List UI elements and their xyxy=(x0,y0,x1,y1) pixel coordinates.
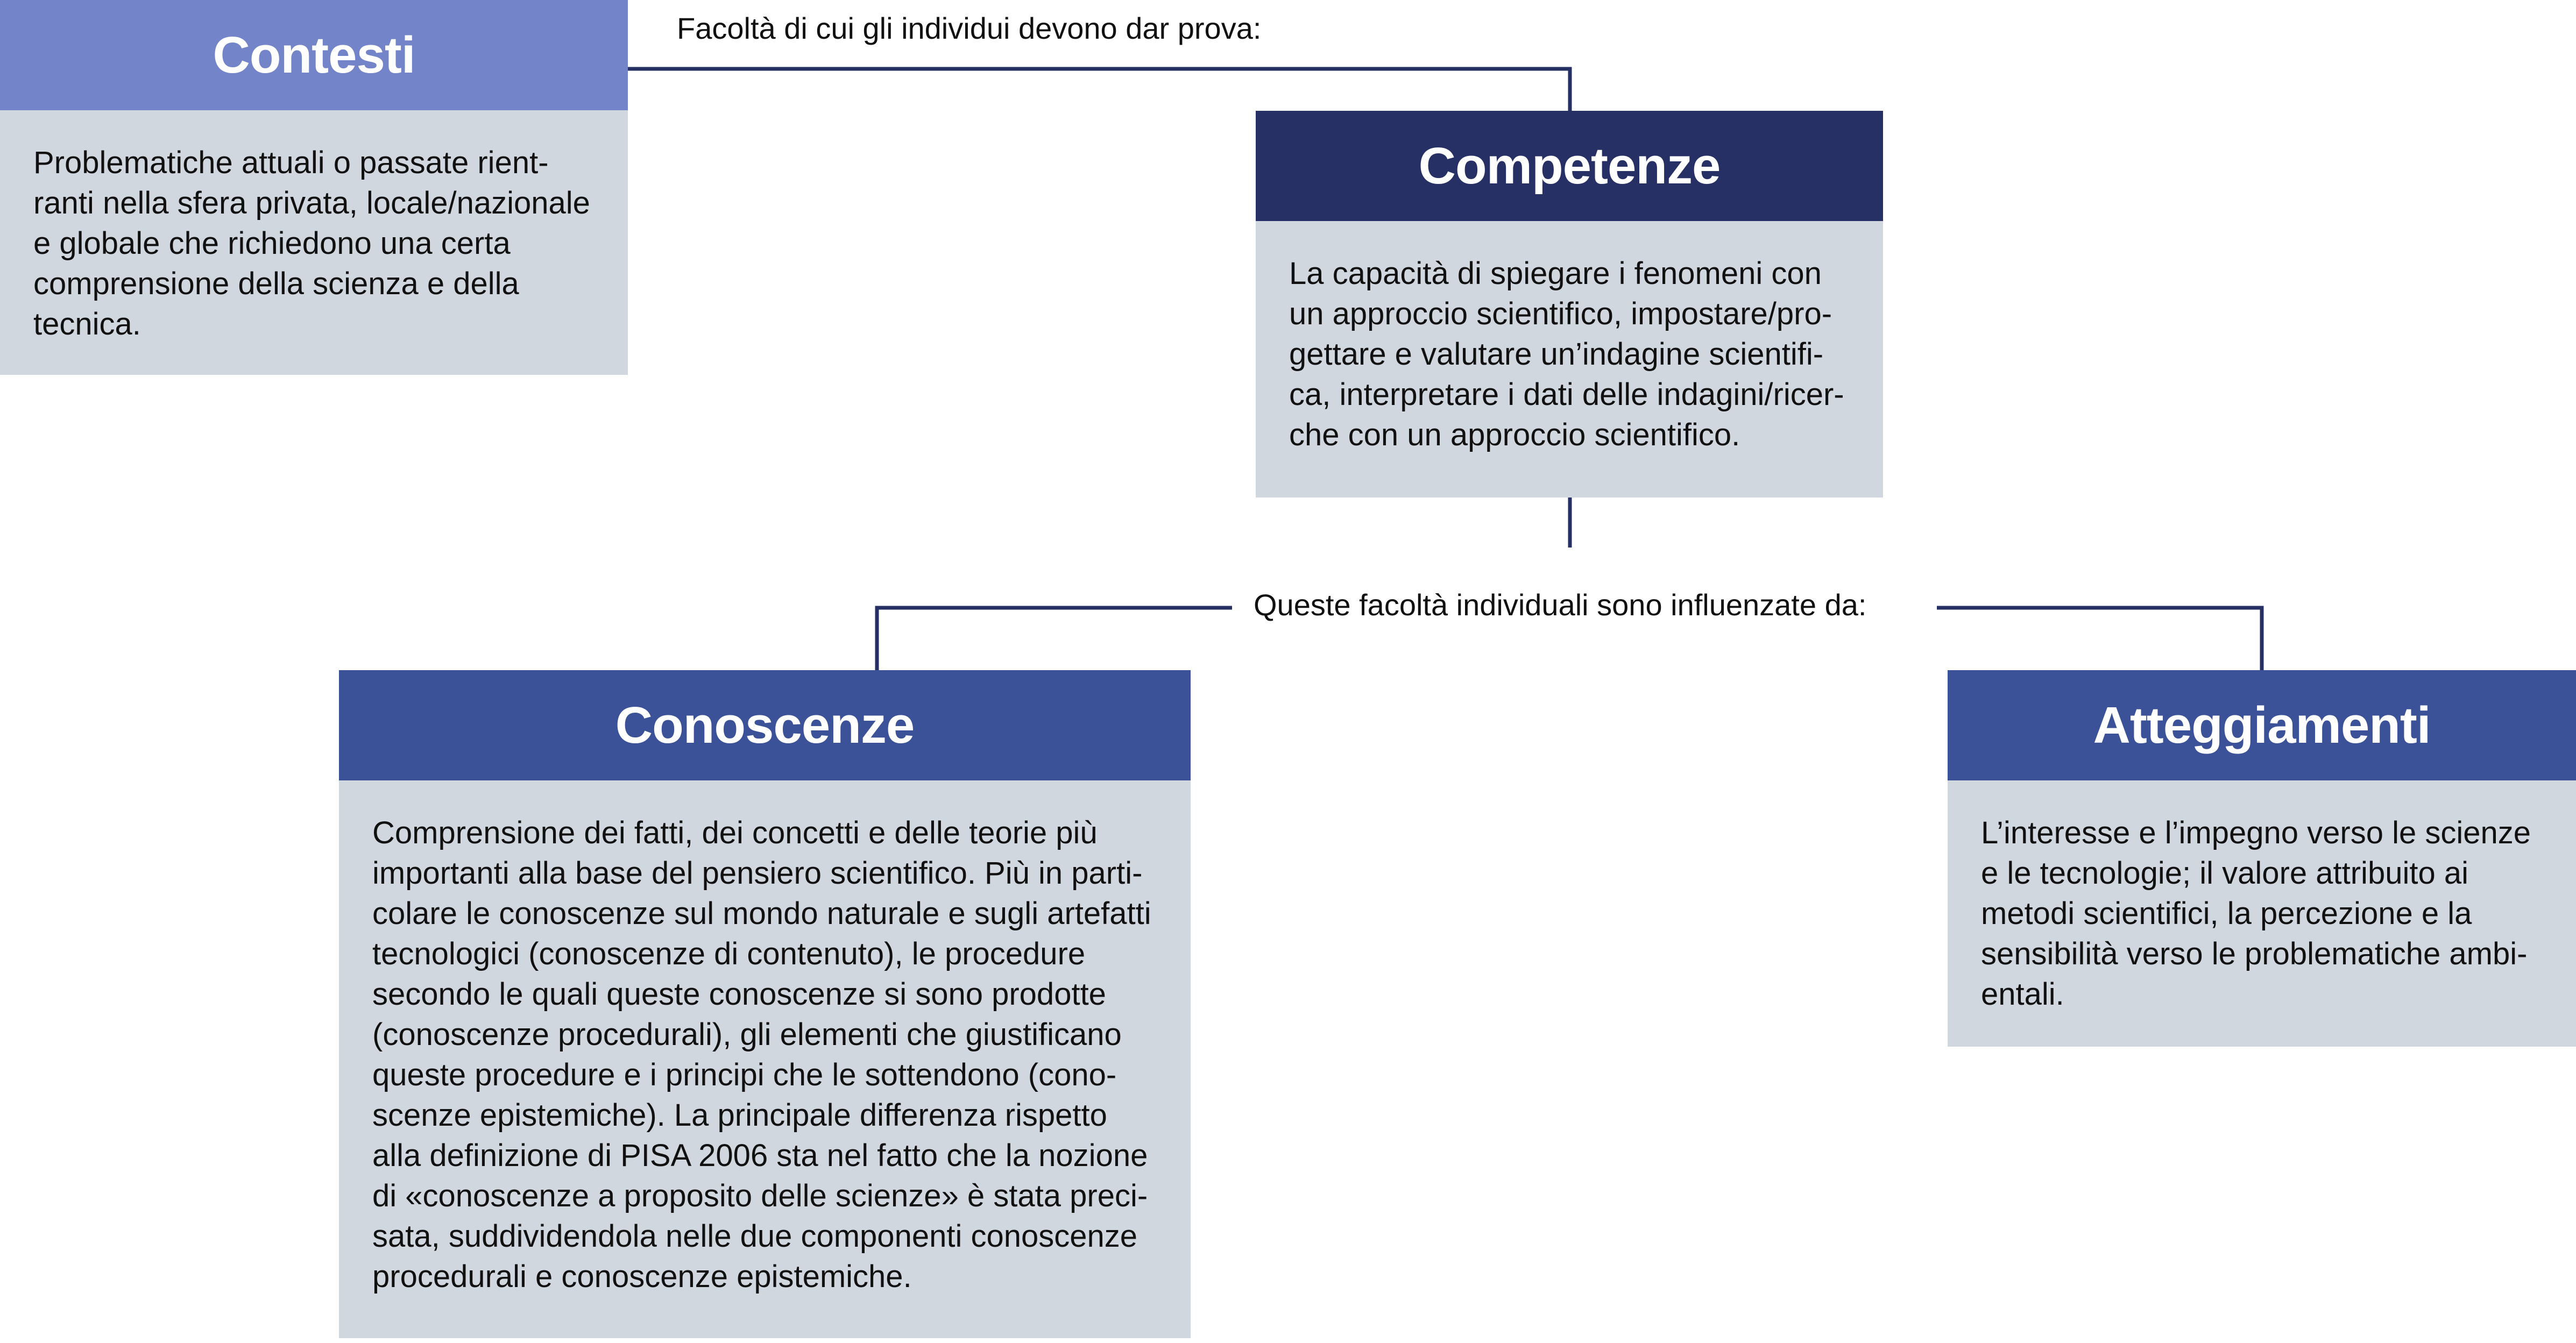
text-line: e globale che richiedono una certa xyxy=(33,226,511,261)
box-conoscenze-text xyxy=(339,780,1191,1297)
text-line: Comprensione dei fatti, dei concetti e delle teorie più xyxy=(372,815,1098,850)
box-atteggiamenti-text xyxy=(1948,780,2576,1014)
text-line: tecnologici (conoscenze di contenuto), le procedure xyxy=(372,936,1086,971)
text-line: colare le conoscenze sul mondo naturale e sugli artefatti xyxy=(372,896,1151,931)
box-competenze-title: Competenze xyxy=(1256,111,1883,221)
text-line: (conoscenze procedurali), gli elementi che giustificano xyxy=(372,1017,1122,1052)
text-line: tecnica. xyxy=(33,307,141,342)
text-line: comprensione della scienza e della xyxy=(33,266,519,301)
text-line: metodi scientifici, la percezione e la xyxy=(1981,896,2472,931)
text-line: ranti nella sfera privata, locale/nazionale xyxy=(33,186,590,221)
text-line: La capacità di spiegare i fenomeni con xyxy=(1289,256,1822,291)
label-influenced-by: Queste facoltà individuali sono influenzate da: xyxy=(1232,586,1888,624)
text-line: di «conoscenze a proposito delle scienze» è stata preci- xyxy=(372,1178,1148,1213)
box-atteggiamenti xyxy=(1948,670,2576,1047)
box-competenze-text xyxy=(1256,221,1883,455)
text-line: L’interesse e l’impegno verso le scienze xyxy=(1981,815,2531,850)
box-contesti-text xyxy=(0,110,628,344)
text-line: scenze epistemiche). La principale differenza rispetto xyxy=(372,1098,1107,1133)
text-line: sata, suddividendola nelle due componenti conoscenze xyxy=(372,1219,1137,1254)
box-contesti xyxy=(0,0,628,375)
text-line: gettare e valutare un’indagine scientifi- xyxy=(1289,337,1824,372)
box-conoscenze xyxy=(339,670,1191,1338)
text-line: Problematiche attuali o passate rient- xyxy=(33,145,549,180)
text-line: secondo le quali queste conoscenze si sono prodotte xyxy=(372,977,1106,1012)
text-line: queste procedure e i principi che le sottendono (cono- xyxy=(372,1057,1117,1092)
box-competenze xyxy=(1256,111,1883,498)
connector-conoscenze xyxy=(877,608,1232,670)
text-line: procedurali e conoscenze epistemiche. xyxy=(372,1259,912,1294)
box-conoscenze-title: Conoscenze xyxy=(339,670,1191,780)
text-line: importanti alla base del pensiero scientifico. Più in parti- xyxy=(372,856,1143,891)
text-line: sensibilità verso le problematiche ambi- xyxy=(1981,936,2528,971)
text-line: e le tecnologie; il valore attribuito ai xyxy=(1981,856,2468,891)
text-line: alla definizione di PISA 2006 sta nel fatto che la nozione xyxy=(372,1138,1148,1173)
connector-contesti-competenze xyxy=(628,69,1570,111)
text-line: un approccio scientifico, impostare/pro- xyxy=(1289,296,1832,331)
box-atteggiamenti-title: Atteggiamenti xyxy=(1948,670,2576,780)
text-line: entali. xyxy=(1981,977,2064,1012)
box-contesti-title: Contesti xyxy=(0,0,628,110)
label-faculties: Facoltà di cui gli individui devono dar prova: xyxy=(677,10,1266,47)
connector-atteggiamenti xyxy=(1937,608,2262,670)
text-line: ca, interpretare i dati delle indagini/ricer- xyxy=(1289,377,1844,412)
text-line: che con un approccio scientifico. xyxy=(1289,417,1740,452)
